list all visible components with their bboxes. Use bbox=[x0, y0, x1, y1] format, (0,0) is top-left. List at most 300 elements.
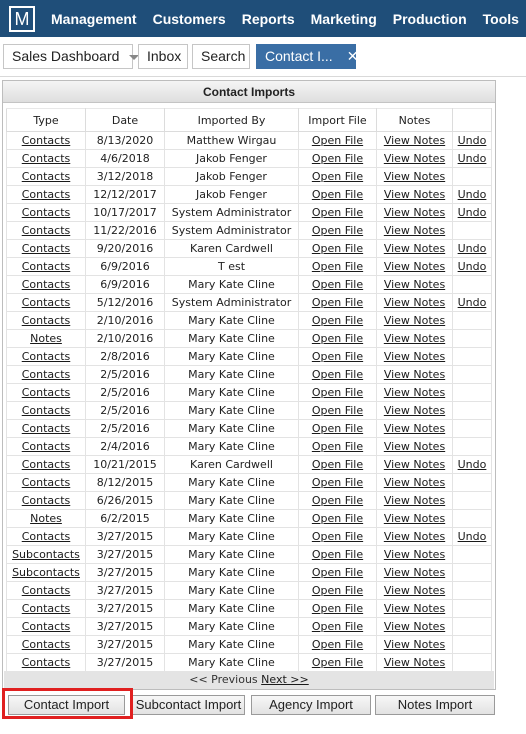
close-icon[interactable]: ✕ bbox=[346, 48, 359, 64]
imported-by-cell: Mary Kate Cline bbox=[188, 368, 275, 381]
table-row bbox=[7, 492, 492, 510]
view-notes-link[interactable]: View Notes bbox=[383, 656, 446, 669]
view-notes-link[interactable]: View Notes bbox=[383, 260, 446, 273]
tab-inbox[interactable]: Inbox bbox=[138, 44, 188, 69]
open-file-link[interactable]: Open File bbox=[311, 350, 364, 363]
table-cell bbox=[165, 258, 299, 276]
open-file-link[interactable]: Open File bbox=[311, 314, 364, 327]
table-cell bbox=[165, 186, 299, 204]
table-cell bbox=[7, 240, 86, 258]
table-cell bbox=[86, 600, 165, 618]
table-row bbox=[7, 618, 492, 636]
view-notes-link[interactable]: View Notes bbox=[383, 242, 446, 255]
table-cell bbox=[86, 546, 165, 564]
imported-by-cell: Karen Cardwell bbox=[190, 242, 273, 255]
view-notes-link[interactable]: View Notes bbox=[383, 602, 446, 615]
date-cell: 4/6/2018 bbox=[100, 152, 150, 165]
open-file-link[interactable]: Open File bbox=[311, 656, 364, 669]
open-file-link[interactable]: Open File bbox=[311, 422, 364, 435]
view-notes-link[interactable]: View Notes bbox=[383, 368, 446, 381]
view-notes-link[interactable]: View Notes bbox=[383, 638, 446, 651]
imported-by-cell: System Administrator bbox=[171, 224, 292, 237]
table-cell bbox=[86, 204, 165, 222]
table-row bbox=[7, 132, 492, 150]
table-cell bbox=[86, 402, 165, 420]
table-cell bbox=[453, 330, 492, 348]
pager-previous: << Previous bbox=[189, 673, 258, 686]
table-row bbox=[7, 384, 492, 402]
table-cell bbox=[86, 492, 165, 510]
view-notes-link[interactable]: View Notes bbox=[383, 296, 446, 309]
table-cell bbox=[453, 204, 492, 222]
table-cell bbox=[299, 150, 377, 168]
date-cell: 8/12/2015 bbox=[96, 476, 154, 489]
type-link[interactable]: Contacts bbox=[21, 638, 71, 651]
imported-by-cell: Mary Kate Cline bbox=[188, 656, 275, 669]
table-row bbox=[7, 402, 492, 420]
open-file-link[interactable]: Open File bbox=[311, 512, 364, 525]
tab-contact-imports[interactable] bbox=[256, 44, 359, 69]
table-cell bbox=[165, 474, 299, 492]
imported-by-cell: Mary Kate Cline bbox=[188, 530, 275, 543]
table-cell bbox=[377, 582, 453, 600]
imported-by-cell: Mary Kate Cline bbox=[188, 638, 275, 651]
table-cell bbox=[86, 384, 165, 402]
notes-import-button[interactable]: Notes Import bbox=[375, 695, 495, 715]
tab-sales-dashboard[interactable] bbox=[3, 44, 133, 69]
open-file-link[interactable]: Open File bbox=[311, 386, 364, 399]
table-cell bbox=[7, 330, 86, 348]
table-cell bbox=[86, 348, 165, 366]
table-cell bbox=[453, 186, 492, 204]
table-cell bbox=[377, 546, 453, 564]
imported-by-cell: Mary Kate Cline bbox=[188, 512, 275, 525]
type-link[interactable]: Contacts bbox=[21, 350, 71, 363]
nav-marketing[interactable]: Marketing bbox=[310, 10, 377, 27]
type-link[interactable]: Contacts bbox=[21, 170, 71, 183]
nav-tools[interactable]: Tools bbox=[482, 10, 519, 27]
table-cell bbox=[299, 636, 377, 654]
table-cell bbox=[7, 546, 86, 564]
table-cell bbox=[165, 330, 299, 348]
tab-search[interactable]: Search bbox=[192, 44, 250, 69]
undo-link[interactable]: Undo bbox=[457, 458, 487, 471]
table-cell bbox=[86, 582, 165, 600]
date-cell: 3/27/2015 bbox=[96, 638, 154, 651]
table-cell bbox=[86, 294, 165, 312]
date-cell: 6/9/2016 bbox=[100, 260, 150, 273]
table-row bbox=[7, 222, 492, 240]
date-cell: 2/8/2016 bbox=[100, 350, 150, 363]
table-cell bbox=[453, 258, 492, 276]
open-file-link[interactable]: Open File bbox=[311, 170, 364, 183]
open-file-link[interactable]: Open File bbox=[311, 458, 364, 471]
table-cell bbox=[165, 384, 299, 402]
table-cell bbox=[86, 510, 165, 528]
table-cell bbox=[165, 654, 299, 672]
table-cell bbox=[299, 132, 377, 150]
open-file-link[interactable]: Open File bbox=[311, 332, 364, 345]
table-cell bbox=[7, 132, 86, 150]
date-cell: 3/27/2015 bbox=[96, 620, 154, 633]
open-file-link[interactable]: Open File bbox=[311, 206, 364, 219]
imported-by-cell: Mary Kate Cline bbox=[188, 314, 275, 327]
app-logo[interactable]: M bbox=[9, 6, 35, 32]
table-row bbox=[7, 258, 492, 276]
table-cell bbox=[453, 366, 492, 384]
open-file-link[interactable]: Open File bbox=[311, 584, 364, 597]
imported-by-cell: Mary Kate Cline bbox=[188, 422, 275, 435]
undo-link[interactable]: Undo bbox=[457, 296, 487, 309]
open-file-link[interactable]: Open File bbox=[311, 620, 364, 633]
table-cell bbox=[165, 294, 299, 312]
table-cell bbox=[165, 420, 299, 438]
table-cell bbox=[377, 564, 453, 582]
view-notes-link[interactable]: View Notes bbox=[383, 440, 446, 453]
imported-by-cell: T est bbox=[217, 260, 246, 273]
table-cell bbox=[299, 294, 377, 312]
table-cell bbox=[165, 528, 299, 546]
table-cell bbox=[7, 474, 86, 492]
nav-customers[interactable]: Customers bbox=[152, 10, 226, 27]
table-cell bbox=[86, 330, 165, 348]
open-file-link[interactable]: Open File bbox=[311, 278, 364, 291]
table-cell bbox=[377, 402, 453, 420]
table-cell bbox=[453, 294, 492, 312]
table-cell bbox=[299, 546, 377, 564]
type-link[interactable]: Subcontacts bbox=[12, 566, 80, 579]
table-cell bbox=[7, 168, 86, 186]
table-cell bbox=[453, 348, 492, 366]
table-cell bbox=[165, 438, 299, 456]
open-file-link[interactable]: Open File bbox=[311, 242, 364, 255]
top-navbar bbox=[0, 0, 526, 37]
undo-link[interactable]: Undo bbox=[457, 206, 487, 219]
type-link[interactable]: Contacts bbox=[21, 260, 71, 273]
table-row bbox=[7, 240, 492, 258]
type-link[interactable]: Contacts bbox=[21, 314, 71, 327]
imported-by-cell: Mary Kate Cline bbox=[188, 494, 275, 507]
date-cell: 8/13/2020 bbox=[96, 134, 154, 147]
type-link[interactable]: Contacts bbox=[21, 656, 71, 669]
open-file-link[interactable]: Open File bbox=[311, 638, 364, 651]
view-notes-link[interactable]: View Notes bbox=[383, 422, 446, 435]
table-row bbox=[7, 546, 492, 564]
table-cell bbox=[377, 150, 453, 168]
type-link[interactable]: Subcontacts bbox=[12, 548, 80, 561]
tab-contact-imports-label: Contact I... bbox=[265, 48, 333, 64]
view-notes-link[interactable]: View Notes bbox=[383, 332, 446, 345]
open-file-link[interactable]: Open File bbox=[311, 566, 364, 579]
open-file-link[interactable]: Open File bbox=[311, 152, 364, 165]
table-cell bbox=[453, 654, 492, 672]
column-header-type: Type bbox=[7, 109, 86, 132]
table-cell bbox=[299, 600, 377, 618]
date-cell: 6/2/2015 bbox=[100, 512, 150, 525]
type-link[interactable]: Contacts bbox=[21, 620, 71, 633]
table-cell bbox=[453, 582, 492, 600]
table-cell bbox=[377, 366, 453, 384]
open-file-link[interactable]: Open File bbox=[311, 494, 364, 507]
view-notes-link[interactable]: View Notes bbox=[383, 188, 446, 201]
view-notes-link[interactable]: View Notes bbox=[383, 134, 446, 147]
table-cell bbox=[453, 528, 492, 546]
open-file-link[interactable]: Open File bbox=[311, 548, 364, 561]
column-header-notes: Notes bbox=[377, 109, 453, 132]
table-cell bbox=[165, 618, 299, 636]
table-cell bbox=[377, 456, 453, 474]
date-cell: 6/26/2015 bbox=[96, 494, 154, 507]
view-notes-link[interactable]: View Notes bbox=[383, 566, 446, 579]
date-cell: 3/27/2015 bbox=[96, 530, 154, 543]
table-cell bbox=[377, 204, 453, 222]
table-cell bbox=[86, 150, 165, 168]
table-cell bbox=[86, 564, 165, 582]
type-link[interactable]: Contacts bbox=[21, 458, 71, 471]
view-notes-link[interactable]: View Notes bbox=[383, 458, 446, 471]
table-cell bbox=[377, 240, 453, 258]
view-notes-link[interactable]: View Notes bbox=[383, 152, 446, 165]
view-notes-link[interactable]: View Notes bbox=[383, 278, 446, 291]
type-link[interactable]: Notes bbox=[30, 512, 62, 525]
view-notes-link[interactable]: View Notes bbox=[383, 530, 446, 543]
tab-sales-dashboard-label: Sales Dashboard bbox=[12, 48, 120, 64]
table-row bbox=[7, 294, 492, 312]
table-cell bbox=[165, 600, 299, 618]
table-cell bbox=[299, 258, 377, 276]
view-notes-link[interactable]: View Notes bbox=[383, 350, 446, 363]
table-row bbox=[7, 420, 492, 438]
table-row bbox=[7, 204, 492, 222]
imported-by-cell: Matthew Wirgau bbox=[186, 134, 277, 147]
table-cell bbox=[299, 366, 377, 384]
open-file-link[interactable]: Open File bbox=[311, 134, 364, 147]
table-cell bbox=[7, 492, 86, 510]
table-row bbox=[7, 654, 492, 672]
table-cell bbox=[377, 438, 453, 456]
table-cell bbox=[7, 276, 86, 294]
table-cell bbox=[86, 366, 165, 384]
table-row bbox=[7, 456, 492, 474]
open-file-link[interactable]: Open File bbox=[311, 602, 364, 615]
table-cell bbox=[86, 240, 165, 258]
table-cell bbox=[7, 384, 86, 402]
view-notes-link[interactable]: View Notes bbox=[383, 206, 446, 219]
type-link[interactable]: Contacts bbox=[21, 584, 71, 597]
open-file-link[interactable]: Open File bbox=[311, 368, 364, 381]
table-cell bbox=[165, 168, 299, 186]
table-row bbox=[7, 186, 492, 204]
table-cell bbox=[453, 600, 492, 618]
table-cell bbox=[165, 348, 299, 366]
imported-by-cell: Mary Kate Cline bbox=[188, 476, 275, 489]
open-file-link[interactable]: Open File bbox=[311, 440, 364, 453]
agency-import-button[interactable]: Agency Import bbox=[251, 695, 371, 715]
imported-by-cell: Mary Kate Cline bbox=[188, 566, 275, 579]
type-link[interactable]: Contacts bbox=[21, 188, 71, 201]
table-cell bbox=[165, 150, 299, 168]
undo-link[interactable]: Undo bbox=[457, 134, 487, 147]
table-cell bbox=[7, 258, 86, 276]
table-cell bbox=[165, 564, 299, 582]
open-file-link[interactable]: Open File bbox=[311, 530, 364, 543]
table-cell bbox=[7, 402, 86, 420]
table-cell bbox=[377, 654, 453, 672]
table-cell bbox=[453, 222, 492, 240]
table-cell bbox=[7, 438, 86, 456]
table-cell bbox=[7, 294, 86, 312]
table-cell bbox=[377, 168, 453, 186]
table-cell bbox=[7, 348, 86, 366]
table-cell bbox=[299, 312, 377, 330]
table-cell bbox=[299, 528, 377, 546]
table-cell bbox=[377, 222, 453, 240]
contact-imports-panel bbox=[2, 80, 496, 690]
date-cell: 2/5/2016 bbox=[100, 404, 150, 417]
table-cell bbox=[86, 528, 165, 546]
imported-by-cell: Mary Kate Cline bbox=[188, 404, 275, 417]
nav-management[interactable]: Management bbox=[51, 10, 137, 27]
table-row bbox=[7, 276, 492, 294]
column-header-undo bbox=[453, 109, 492, 132]
date-cell: 2/5/2016 bbox=[100, 386, 150, 399]
table-row bbox=[7, 600, 492, 618]
table-cell bbox=[165, 312, 299, 330]
table-cell bbox=[377, 186, 453, 204]
date-cell: 10/17/2017 bbox=[93, 206, 157, 219]
type-link[interactable]: Contacts bbox=[21, 476, 71, 489]
view-notes-link[interactable]: View Notes bbox=[383, 224, 446, 237]
view-notes-link[interactable]: View Notes bbox=[383, 476, 446, 489]
type-link[interactable]: Contacts bbox=[21, 296, 71, 309]
type-link[interactable]: Contacts bbox=[21, 206, 71, 219]
table-cell bbox=[377, 276, 453, 294]
view-notes-link[interactable]: View Notes bbox=[383, 314, 446, 327]
table-cell bbox=[165, 510, 299, 528]
table-cell bbox=[377, 132, 453, 150]
table-cell bbox=[7, 564, 86, 582]
table-cell bbox=[377, 600, 453, 618]
table-cell bbox=[7, 456, 86, 474]
table-cell bbox=[299, 438, 377, 456]
type-link[interactable]: Contacts bbox=[21, 152, 71, 165]
undo-link[interactable]: Undo bbox=[457, 530, 487, 543]
table-row bbox=[7, 168, 492, 186]
table-cell bbox=[86, 276, 165, 294]
date-cell: 12/12/2017 bbox=[93, 188, 157, 201]
panel-title: Contact Imports bbox=[3, 81, 495, 103]
open-file-link[interactable]: Open File bbox=[311, 260, 364, 273]
view-notes-link[interactable]: View Notes bbox=[383, 548, 446, 561]
type-link[interactable]: Contacts bbox=[21, 278, 71, 291]
table-cell bbox=[299, 330, 377, 348]
date-cell: 2/10/2016 bbox=[96, 332, 154, 345]
nav-production[interactable]: Production bbox=[392, 10, 467, 27]
table-cell bbox=[299, 618, 377, 636]
date-cell: 3/27/2015 bbox=[96, 602, 154, 615]
open-file-link[interactable]: Open File bbox=[311, 188, 364, 201]
undo-link[interactable]: Undo bbox=[457, 242, 487, 255]
type-link[interactable]: Contacts bbox=[21, 386, 71, 399]
imported-by-cell: System Administrator bbox=[171, 296, 292, 309]
undo-link[interactable]: Undo bbox=[457, 260, 487, 273]
imported-by-cell: Mary Kate Cline bbox=[188, 584, 275, 597]
open-file-link[interactable]: Open File bbox=[311, 296, 364, 309]
table-row bbox=[7, 150, 492, 168]
table-cell bbox=[7, 312, 86, 330]
table-cell bbox=[7, 510, 86, 528]
view-notes-link[interactable]: View Notes bbox=[383, 170, 446, 183]
table-cell bbox=[453, 636, 492, 654]
table-cell bbox=[453, 150, 492, 168]
date-cell: 10/21/2015 bbox=[93, 458, 157, 471]
imported-by-cell: Mary Kate Cline bbox=[188, 350, 275, 363]
imported-by-cell: System Administrator bbox=[171, 206, 292, 219]
table-cell bbox=[7, 222, 86, 240]
open-file-link[interactable]: Open File bbox=[311, 404, 364, 417]
view-notes-link[interactable]: View Notes bbox=[383, 386, 446, 399]
view-notes-link[interactable]: View Notes bbox=[383, 404, 446, 417]
table-cell bbox=[86, 636, 165, 654]
type-link[interactable]: Contacts bbox=[21, 440, 71, 453]
contact-import-button[interactable]: Contact Import bbox=[8, 695, 125, 715]
undo-link[interactable]: Undo bbox=[457, 188, 487, 201]
type-link[interactable]: Contacts bbox=[21, 404, 71, 417]
type-link[interactable]: Contacts bbox=[21, 530, 71, 543]
view-notes-link[interactable]: View Notes bbox=[383, 620, 446, 633]
open-file-link[interactable]: Open File bbox=[311, 224, 364, 237]
undo-link[interactable]: Undo bbox=[457, 152, 487, 165]
table-cell bbox=[86, 456, 165, 474]
table-cell bbox=[165, 276, 299, 294]
table-cell bbox=[377, 618, 453, 636]
table-cell bbox=[453, 456, 492, 474]
pager-next-link[interactable]: Next >> bbox=[261, 673, 309, 686]
type-link[interactable]: Contacts bbox=[21, 422, 71, 435]
nav-reports[interactable]: Reports bbox=[241, 10, 295, 27]
imported-by-cell: Jakob Fenger bbox=[196, 170, 267, 183]
table-cell bbox=[453, 168, 492, 186]
view-notes-link[interactable]: View Notes bbox=[383, 584, 446, 597]
table-row bbox=[7, 636, 492, 654]
table-cell bbox=[377, 384, 453, 402]
open-file-link[interactable]: Open File bbox=[311, 476, 364, 489]
type-link[interactable]: Contacts bbox=[21, 242, 71, 255]
column-header-imported-by: Imported By bbox=[165, 109, 299, 132]
imported-by-cell: Mary Kate Cline bbox=[188, 386, 275, 399]
date-cell: 3/27/2015 bbox=[96, 584, 154, 597]
table-cell bbox=[165, 240, 299, 258]
table-cell bbox=[377, 258, 453, 276]
table-cell bbox=[86, 618, 165, 636]
view-notes-link[interactable]: View Notes bbox=[383, 494, 446, 507]
type-link[interactable]: Contacts bbox=[21, 494, 71, 507]
type-link[interactable]: Contacts bbox=[21, 134, 71, 147]
type-link[interactable]: Contacts bbox=[21, 602, 71, 615]
table-cell bbox=[165, 366, 299, 384]
imported-by-cell: Mary Kate Cline bbox=[188, 548, 275, 561]
subcontact-import-button[interactable]: Subcontact Import bbox=[132, 695, 245, 715]
table-cell bbox=[299, 474, 377, 492]
table-cell bbox=[7, 582, 86, 600]
view-notes-link[interactable]: View Notes bbox=[383, 512, 446, 525]
table-cell bbox=[453, 510, 492, 528]
date-cell: 9/20/2016 bbox=[96, 242, 154, 255]
type-link[interactable]: Notes bbox=[30, 332, 62, 345]
type-link[interactable]: Contacts bbox=[21, 224, 71, 237]
type-link[interactable]: Contacts bbox=[21, 368, 71, 381]
table-cell bbox=[299, 402, 377, 420]
